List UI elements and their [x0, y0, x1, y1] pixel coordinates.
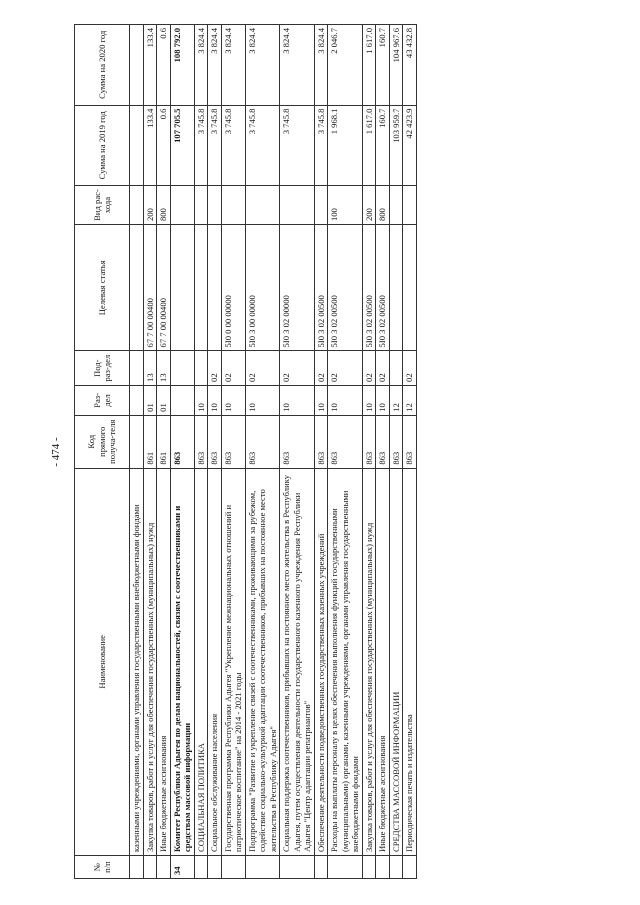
row-sum-2019: 3 745.8 — [194, 105, 208, 185]
row-sum-2019: 1 617.0 — [362, 105, 376, 185]
table-row — [221, 25, 245, 879]
row-target-article: 5I0 3 02 00500 — [362, 225, 376, 351]
row-sum-2020: 3 824.4 — [314, 25, 328, 106]
row-expense-type: 200 — [362, 185, 376, 224]
row-sum-2020: 108 792.0 — [170, 25, 194, 106]
row-subsection — [130, 351, 144, 385]
row-number — [194, 856, 208, 879]
row-section: 10 — [328, 385, 363, 415]
row-section: 10 — [280, 385, 315, 415]
row-section — [170, 385, 194, 415]
row-recipient-code: 863 — [170, 415, 194, 468]
row-target-article — [194, 225, 208, 351]
row-sum-2019: 3 745.8 — [314, 105, 328, 185]
row-sum-2019: 103 959.7 — [389, 105, 403, 185]
table-row — [143, 25, 157, 879]
row-expense-type — [245, 185, 280, 224]
row-name: Комитет Республики Адыгея по делам национальностей, связям с соотечественниками и средствам массовой информации — [170, 468, 194, 855]
row-number — [157, 856, 171, 879]
row-subsection: 02 — [245, 351, 280, 385]
row-sum-2019: 107 705.5 — [170, 105, 194, 185]
row-target-article — [389, 225, 403, 351]
row-number — [314, 856, 328, 879]
row-section: 10 — [221, 385, 245, 415]
header-recipient-code: Код прямого получа-теля — [75, 415, 130, 468]
row-subsection: 13 — [157, 351, 171, 385]
row-subsection: 13 — [143, 351, 157, 385]
row-subsection: 02 — [376, 351, 390, 385]
row-target-article: 67 7 00 00400 — [143, 225, 157, 351]
row-section: 10 — [362, 385, 376, 415]
row-section: 10 — [194, 385, 208, 415]
rotated-page — [40, 17, 600, 887]
row-number — [389, 856, 403, 879]
row-subsection: 02 — [221, 351, 245, 385]
row-subsection: 02 — [403, 351, 417, 385]
table-header-row — [75, 25, 130, 879]
table-row — [194, 25, 208, 879]
header-sum-2020: Сумма на 2020 год — [75, 25, 130, 106]
row-number — [245, 856, 280, 879]
header-section: Раз-дел — [75, 385, 130, 415]
row-name: Закупка товаров, работ и услуг для обеспечения государственных (муниципальных) нужд — [143, 468, 157, 855]
row-sum-2019: 3 745.8 — [245, 105, 280, 185]
table-row — [403, 25, 417, 879]
row-subsection: 02 — [314, 351, 328, 385]
row-section: 10 — [314, 385, 328, 415]
row-name: казенными учреждениями, органами управления государственными внебюджетными фондами — [130, 468, 144, 855]
table-row — [245, 25, 280, 879]
row-recipient-code: 863 — [280, 415, 315, 468]
row-target-article: 5I0 3 02 00500 — [328, 225, 363, 351]
row-recipient-code: 863 — [314, 415, 328, 468]
row-target-article — [403, 225, 417, 351]
row-number — [328, 856, 363, 879]
row-name: Иные бюджетные ассигнования — [376, 468, 390, 855]
row-number — [362, 856, 376, 879]
table-row — [170, 25, 194, 879]
row-sum-2019: 42 423.9 — [403, 105, 417, 185]
row-name: Периодическая печать и издательства — [403, 468, 417, 855]
row-sum-2020: 3 824.4 — [194, 25, 208, 106]
row-sum-2019 — [130, 105, 144, 185]
row-name: Социальное обслуживание населения — [208, 468, 222, 855]
row-sum-2019: 133.4 — [143, 105, 157, 185]
row-expense-type — [208, 185, 222, 224]
header-number: № п/п — [75, 856, 130, 879]
row-number — [208, 856, 222, 879]
row-number — [403, 856, 417, 879]
row-name: Социальная поддержка соотечественников, прибывших на постоянное место жительства в Республику Адыгея, путем осуществления деятельности государственного казенного учреждения Республики Адыгея "Центр адаптации репатриантов" — [280, 468, 315, 855]
page-number: - 474 - — [50, 437, 62, 467]
row-subsection: 02 — [362, 351, 376, 385]
row-recipient-code: 863 — [245, 415, 280, 468]
row-sum-2020: 133.4 — [143, 25, 157, 106]
row-expense-type — [280, 185, 315, 224]
row-expense-type — [130, 185, 144, 224]
row-target-article — [130, 225, 144, 351]
row-expense-type: 200 — [143, 185, 157, 224]
row-name: Закупка товаров, работ и услуг для обеспечения государственных (муниципальных) нужд — [362, 468, 376, 855]
row-expense-type — [403, 185, 417, 224]
row-sum-2020: 1 617.0 — [362, 25, 376, 106]
table-row — [389, 25, 403, 879]
table-row — [280, 25, 315, 879]
row-recipient-code: 863 — [362, 415, 376, 468]
row-expense-type — [314, 185, 328, 224]
row-target-article: 5I0 0 00 00000 — [221, 225, 245, 351]
row-sum-2020: 3 824.4 — [221, 25, 245, 106]
row-sum-2020: 3 824.4 — [245, 25, 280, 106]
row-section: 01 — [143, 385, 157, 415]
row-section: 10 — [376, 385, 390, 415]
row-number — [280, 856, 315, 879]
row-target-article — [170, 225, 194, 351]
row-expense-type — [194, 185, 208, 224]
row-expense-type — [221, 185, 245, 224]
table-row — [157, 25, 171, 879]
row-name: Обеспечение деятельности подведомственных государственных казенных учреждений — [314, 468, 328, 855]
row-number — [130, 856, 144, 879]
row-sum-2019: 3 745.8 — [221, 105, 245, 185]
row-recipient-code — [130, 415, 144, 468]
row-recipient-code: 863 — [194, 415, 208, 468]
table-row — [328, 25, 363, 879]
budget-table — [74, 24, 417, 879]
row-expense-type — [170, 185, 194, 224]
row-section: 10 — [245, 385, 280, 415]
row-number — [221, 856, 245, 879]
row-sum-2020: 104 967.6 — [389, 25, 403, 106]
row-expense-type: 800 — [157, 185, 171, 224]
row-target-article: 5I0 3 00 00000 — [245, 225, 280, 351]
row-expense-type: 100 — [328, 185, 363, 224]
row-subsection — [389, 351, 403, 385]
row-sum-2019: 1 968.1 — [328, 105, 363, 185]
row-section: 01 — [157, 385, 171, 415]
row-subsection — [194, 351, 208, 385]
row-recipient-code: 863 — [221, 415, 245, 468]
row-expense-type: 800 — [376, 185, 390, 224]
row-section: 12 — [389, 385, 403, 415]
row-name: Иные бюджетные ассигнования — [157, 468, 171, 855]
row-recipient-code: 863 — [208, 415, 222, 468]
row-target-article — [208, 225, 222, 351]
table-row — [130, 25, 144, 879]
row-name: СОЦИАЛЬНАЯ ПОЛИТИКА — [194, 468, 208, 855]
row-section: 10 — [208, 385, 222, 415]
row-target-article: 5I0 3 02 00000 — [280, 225, 315, 351]
table-row — [362, 25, 376, 879]
header-sum-2019: Сумма на 2019 год — [75, 105, 130, 185]
header-target-article: Целевая статья — [75, 225, 130, 351]
row-subsection: 02 — [208, 351, 222, 385]
row-number — [376, 856, 390, 879]
row-subsection: 02 — [280, 351, 315, 385]
row-sum-2019: 3 745.8 — [280, 105, 315, 185]
row-sum-2020: 0.6 — [157, 25, 171, 106]
table-row — [314, 25, 328, 879]
row-sum-2020 — [130, 25, 144, 106]
row-name: Подпрограмма "Развитие и укрепление связей с соотечественниками, проживающими за рубежом, содействие социально-культурной адаптации соотечественников, прибывших на постоянное место жительства в Республику Адыгея" — [245, 468, 280, 855]
row-target-article: 5I0 3 02 00500 — [376, 225, 390, 351]
header-subsection: Под-раз-дел — [75, 351, 130, 385]
row-section — [130, 385, 144, 415]
row-sum-2020: 3 824.4 — [280, 25, 315, 106]
row-target-article: 5I0 3 02 00500 — [314, 225, 328, 351]
row-recipient-code: 863 — [376, 415, 390, 468]
row-expense-type — [389, 185, 403, 224]
row-number: 34 — [170, 856, 194, 879]
row-recipient-code: 861 — [143, 415, 157, 468]
row-sum-2020: 160.7 — [376, 25, 390, 106]
row-recipient-code: 863 — [389, 415, 403, 468]
row-name: СРЕДСТВА МАССОВОЙ ИНФОРМАЦИИ — [389, 468, 403, 855]
table-row — [208, 25, 222, 879]
row-sum-2020: 2 046.7 — [328, 25, 363, 106]
row-subsection — [170, 351, 194, 385]
row-name: Государственная программа Республики Адыгея "Укрепление межнациональных отношений и патриотическое воспитание" на 2014 - 2021 годы — [221, 468, 245, 855]
row-subsection: 02 — [328, 351, 363, 385]
row-sum-2020: 3 824.4 — [208, 25, 222, 106]
row-sum-2019: 3 745.8 — [208, 105, 222, 185]
row-sum-2020: 43 432.8 — [403, 25, 417, 106]
row-number — [143, 856, 157, 879]
row-name: Расходы на выплаты персоналу в целях обеспечения выполнения функций государственными (муниципальными) органами, казенными учреждениями, органами управления государственными внебюджетными фондами — [328, 468, 363, 855]
row-target-article: 67 7 00 00400 — [157, 225, 171, 351]
table-row — [376, 25, 390, 879]
row-recipient-code: 863 — [328, 415, 363, 468]
row-recipient-code: 861 — [157, 415, 171, 468]
header-name: Наименование — [75, 468, 130, 855]
row-section: 12 — [403, 385, 417, 415]
row-sum-2019: 160.7 — [376, 105, 390, 185]
row-recipient-code: 863 — [403, 415, 417, 468]
header-expense-type: Вид рас-хода — [75, 185, 130, 224]
row-sum-2019: 0.6 — [157, 105, 171, 185]
